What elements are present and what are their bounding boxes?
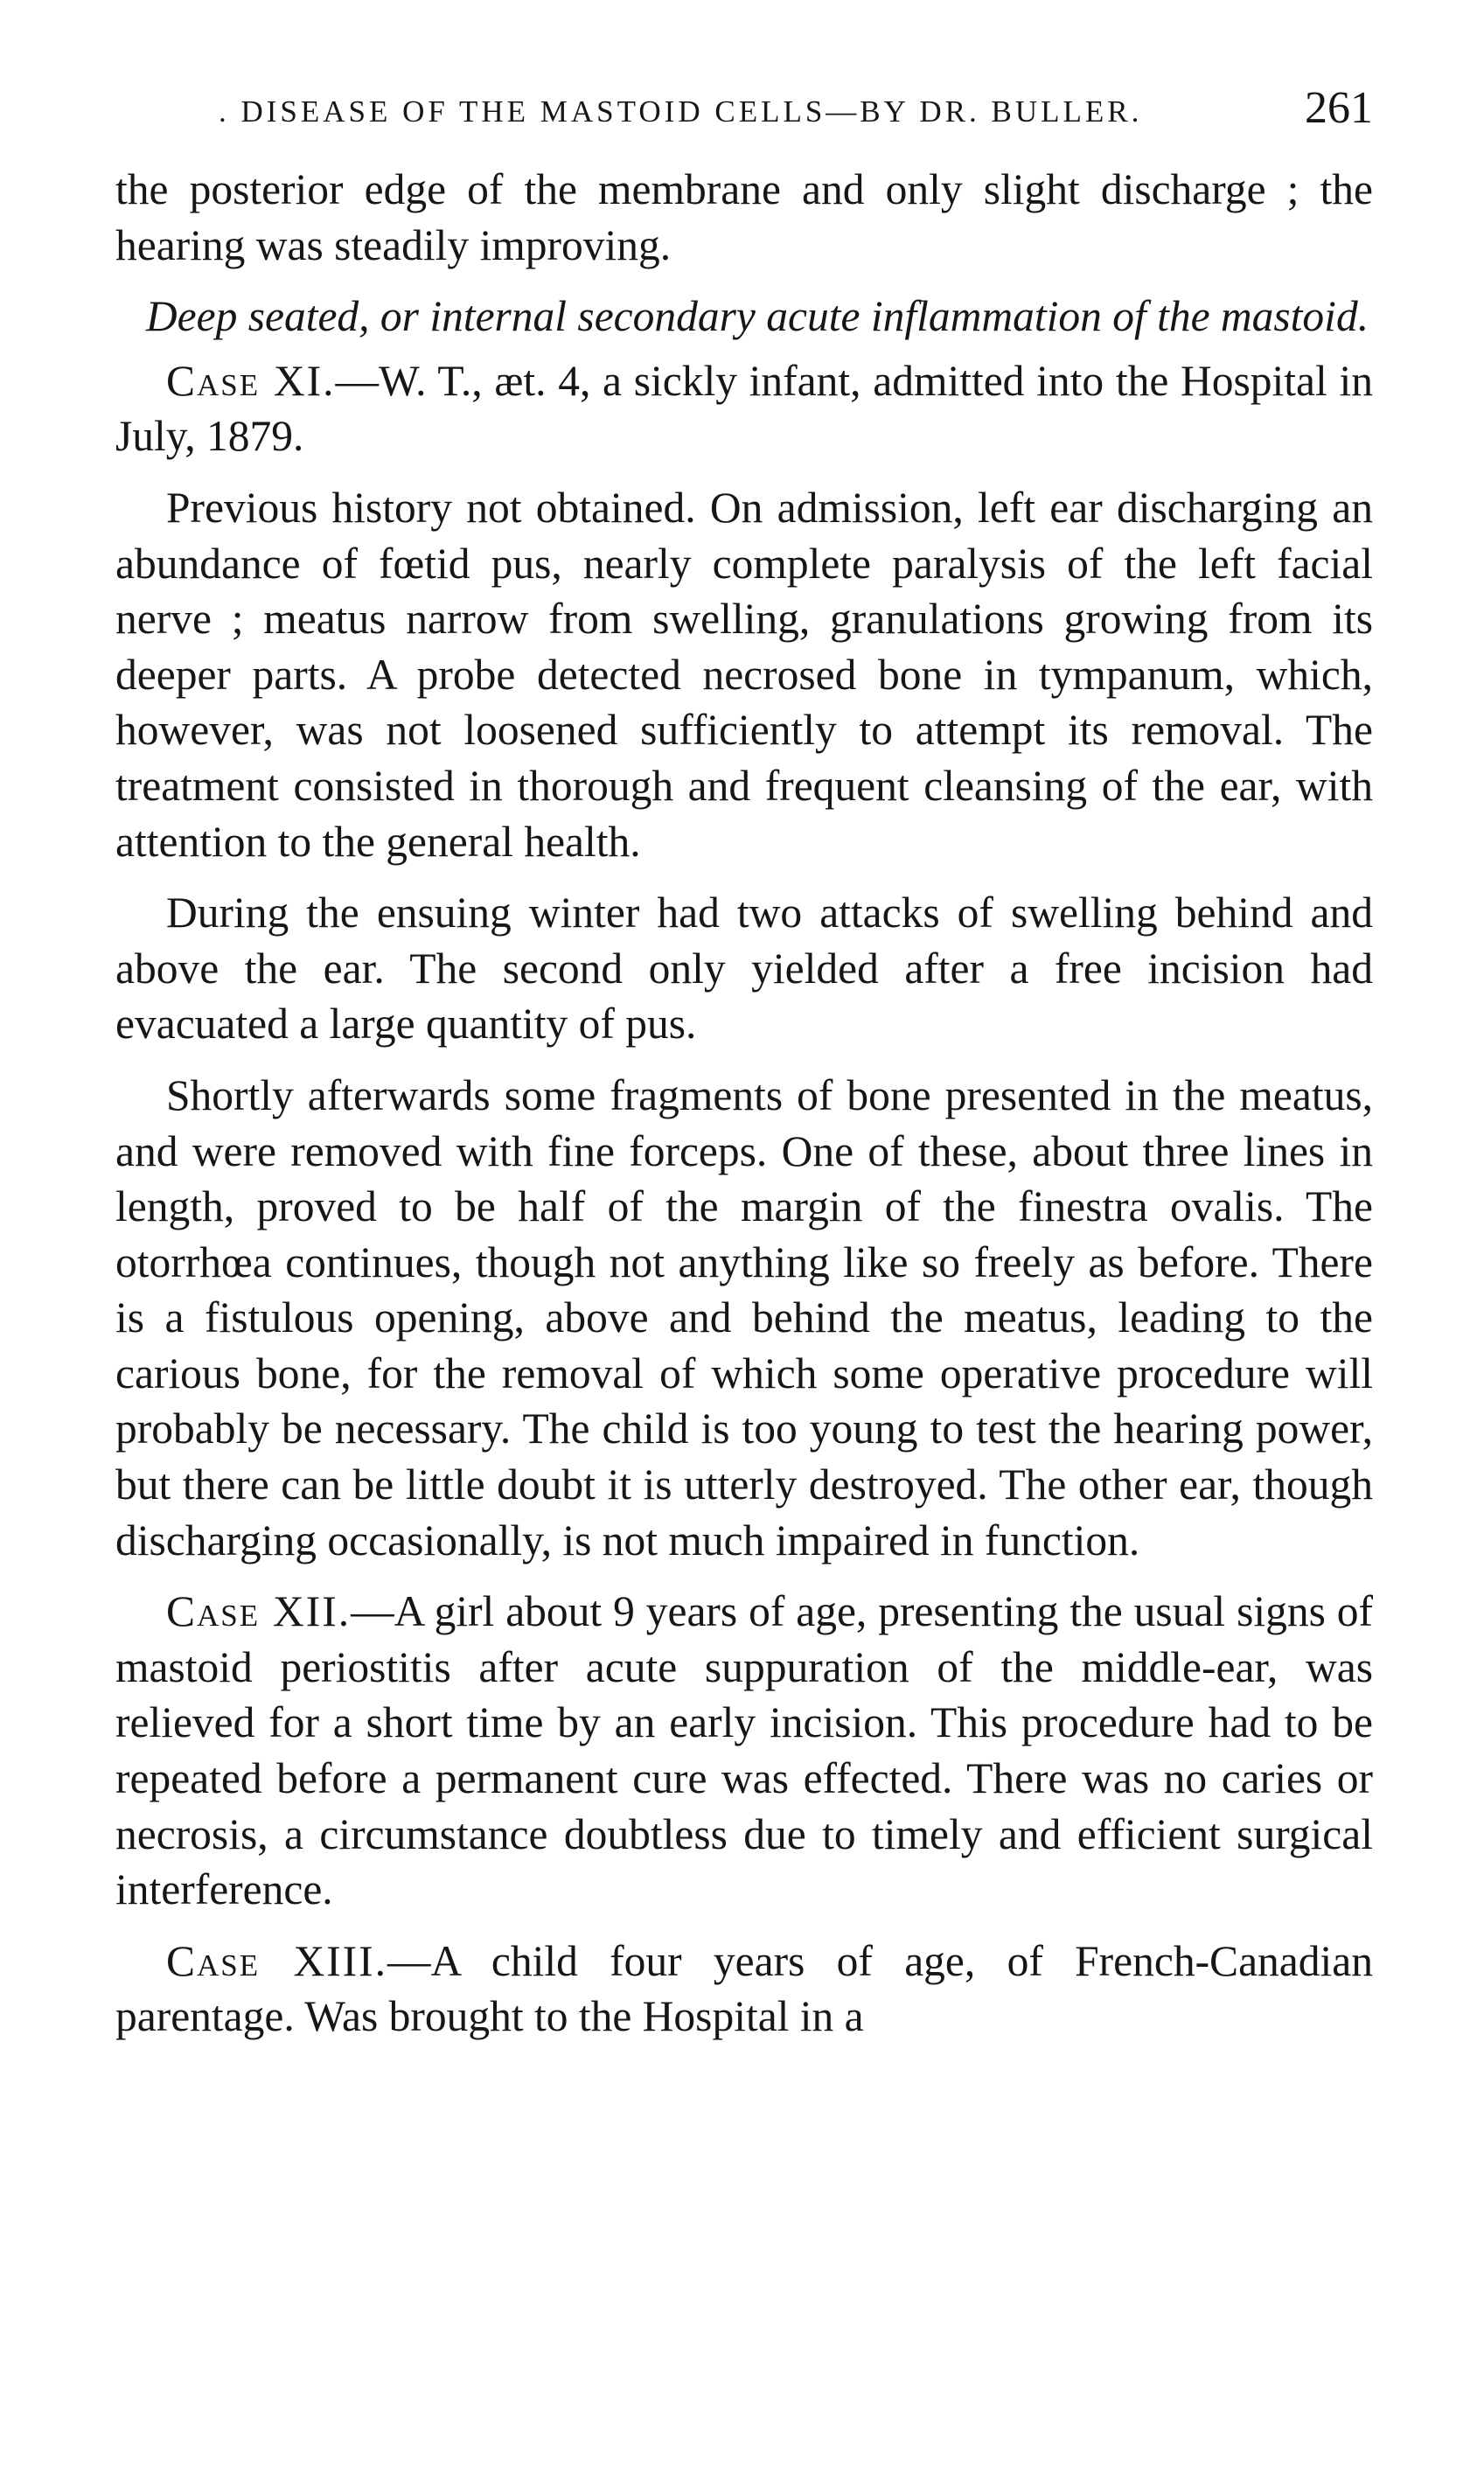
paragraph-bone-fragments: Shortly afterwards some fragments of bone presented in the meatus, and were removed with fine forceps. One of these, about three lines in length, proved to be half of the margin of the finestra ovalis. The otorrhœa continues, though not anything like so freely as before. There is a fistulous opening, above and behind the meatus, leading to the carious bone, for the removal of which some operative procedure will probably be necessary. The child is too young to test the hearing power, but there can be little doubt it is utterly destroyed. The other ear, though discharging occasionally, is not much impaired in function.	[115, 1070, 1373, 1565]
page-header	[114, 77, 1373, 138]
paragraph-case-13	[115, 1934, 1373, 2045]
case-12-text: —A girl about 9 years of age, presenting the usual signs of mastoid periostitis after acute suppuration of the middle-ear, was relieved for a short time by an early incision. This procedure had to be repeated before a permanent cure was effected. There was no caries or necrosis, a circumstance doubtless due to timely and efficient surgical interference.	[115, 1587, 1373, 1914]
body-text	[115, 162, 1373, 2060]
paragraph-previous-history: Previous history not obtained. On admission, left ear discharging an abundance of fœtid pus, nearly complete paralysis of the left facial nerve ; meatus narrow from swelling, granulations growing from its deeper parts. A probe detected necrosed bone in tympanum, which, however, was not loosened sufficiently to attempt its removal. The treatment consisted in thorough and frequent cleansing of the ear, with attention to the general health.	[115, 483, 1373, 866]
paragraph-continued: the posterior edge of the membrane and only slight discharge ; the hearing was steadily improving.	[115, 165, 1373, 269]
case-12-label: Case XII.	[166, 1587, 352, 1636]
paragraph-case-11	[115, 353, 1373, 464]
paragraph-case-12	[115, 1584, 1373, 1918]
case-11-label: Case XI.	[166, 356, 336, 405]
page-number: 261	[1305, 83, 1373, 133]
running-head: . DISEASE OF THE MASTOID CELLS—BY DR. BULLER.	[219, 94, 1143, 129]
case-13-label: Case XIII.	[166, 1936, 388, 1985]
case-11-text: —W. T., æt. 4, a sickly infant, admitted into the Hospital in July, 1879.	[115, 356, 1373, 461]
paragraph-ensuing-winter: During the ensuing winter had two attacks of swelling behind and above the ear. The second only yielded after a free incision had evacuated a large quantity of pus.	[115, 889, 1373, 1049]
section-heading: Deep seated, or internal secondary acute inflammation of the mastoid.	[145, 292, 1369, 341]
case-13-text: —A child four years of age, of French-Canadian parentage. Was brought to the Hospital in a	[115, 1936, 1373, 2041]
